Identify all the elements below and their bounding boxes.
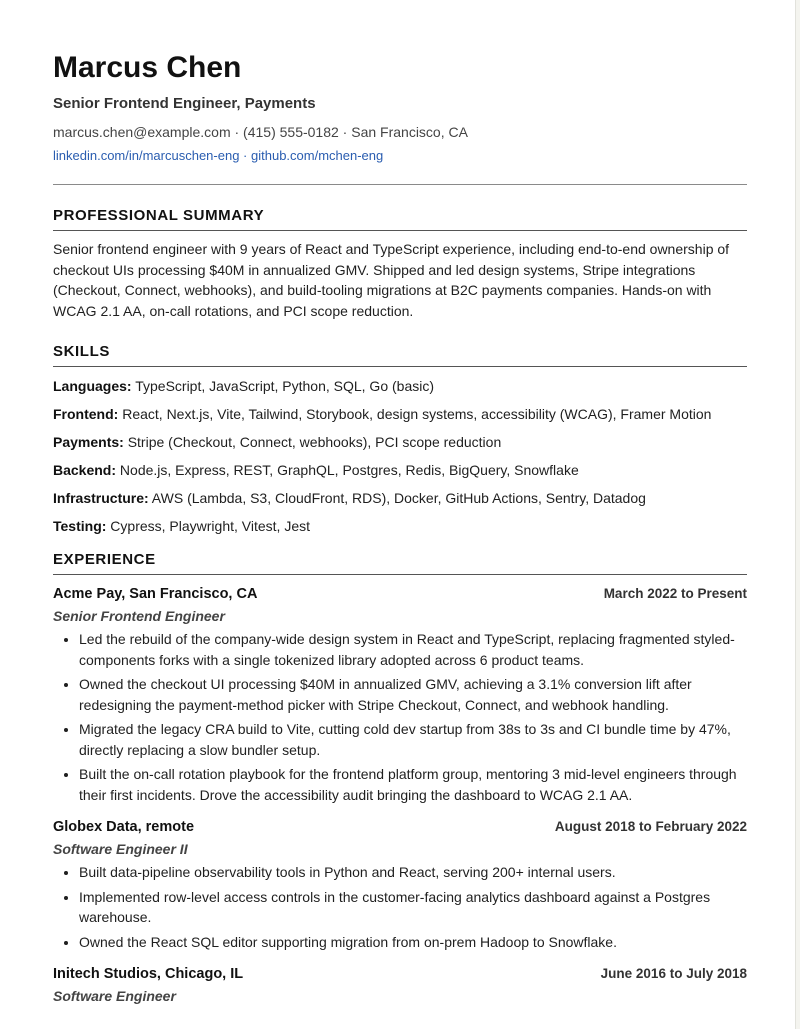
job-company: Globex Data, remote bbox=[53, 819, 195, 835]
skill-value: Stripe (Checkout, Connect, webhooks), PCI scope reduction bbox=[123, 434, 502, 450]
job-role: Senior Frontend Engineer bbox=[53, 608, 225, 624]
experience-heading: EXPERIENCE bbox=[53, 550, 747, 575]
linkedin-link[interactable]: linkedin.com/in/marcuschen-eng bbox=[53, 148, 240, 163]
profile-links bbox=[53, 147, 747, 165]
skill-value: Cypress, Playwright, Vitest, Jest bbox=[106, 518, 310, 534]
header-divider bbox=[53, 184, 747, 185]
skill-label: Languages: bbox=[53, 378, 132, 394]
skill-row-languages bbox=[53, 376, 747, 396]
skill-value: React, Next.js, Vite, Tailwind, Storybook, design systems, accessibility (WCAG), Framer Motion bbox=[118, 406, 712, 422]
skill-label: Backend: bbox=[53, 462, 117, 478]
skill-row-frontend bbox=[53, 404, 747, 424]
job-entry-acme-pay bbox=[53, 584, 747, 805]
job-bullet: • Migrated the legacy CRA build to Vite, cutting cold dev startup from 38s to 3s and CI bundle time by 47%, directly replacing a slow bundler setup. bbox=[79, 719, 747, 760]
summary-heading: PROFESSIONAL SUMMARY bbox=[53, 206, 747, 231]
skill-row-infrastructure bbox=[53, 488, 747, 508]
summary-text: Senior frontend engineer with 9 years of React and TypeScript experience, including end-to-end ownership of checkout UIs processing $40M in annualized GMV. Shipped and led design systems, Stripe integrations (Checkout, Connect, webhooks), and build-tooling migrations at B2C payments companies. Hands-on with WCAG 2.1 AA, on-call rotations, and PCI scope reduction. bbox=[53, 241, 730, 319]
skill-value: Node.js, Express, REST, GraphQL, Postgres, Redis, BigQuery, Snowflake bbox=[116, 462, 579, 478]
skill-value: TypeScript, JavaScript, Python, SQL, Go (basic) bbox=[131, 378, 434, 394]
resume-content bbox=[53, 50, 747, 1006]
job-dates: August 2018 to February 2022 bbox=[554, 819, 747, 834]
job-header bbox=[53, 817, 747, 837]
skill-value: AWS (Lambda, S3, CloudFront, RDS), Docker, GitHub Actions, Sentry, Datadog bbox=[148, 490, 646, 506]
skill-row-payments bbox=[53, 432, 747, 452]
github-link[interactable]: github.com/mchen-eng bbox=[251, 148, 384, 163]
job-header bbox=[53, 584, 747, 604]
job-entry-globex-data bbox=[53, 817, 747, 952]
job-dates: March 2022 to Present bbox=[603, 586, 747, 601]
job-entry-initech-studios bbox=[53, 964, 747, 1006]
job-role: Software Engineer II bbox=[53, 841, 188, 857]
job-header bbox=[53, 964, 747, 984]
job-company: Acme Pay, San Francisco, CA bbox=[53, 586, 258, 602]
skill-label: Frontend: bbox=[53, 406, 119, 422]
job-bullets bbox=[53, 629, 747, 805]
contact-line: marcus.chen@example.com · (415) 555-0182 · San Francisco, CA bbox=[53, 124, 468, 140]
job-role: Software Engineer bbox=[53, 988, 176, 1004]
job-company: Initech Studios, Chicago, IL bbox=[53, 966, 244, 982]
candidate-name: Marcus Chen bbox=[53, 51, 242, 84]
skills-list bbox=[53, 376, 747, 536]
skill-row-backend bbox=[53, 460, 747, 480]
link-separator: · bbox=[239, 148, 251, 163]
job-bullet: • Led the rebuild of the company-wide design system in React and TypeScript, replacing fragmented styled-components forks with a single tokenized library adopted across 6 product teams. bbox=[79, 629, 747, 670]
job-bullet: • Built the on-call rotation playbook for the frontend platform group, mentoring 3 mid-level engineers through their first incidents. Drove the accessibility audit bringing the dashboard to WCAG 2.1 AA. bbox=[79, 764, 747, 805]
skill-label: Infrastructure: bbox=[53, 490, 149, 506]
skills-heading: SKILLS bbox=[53, 342, 747, 367]
skill-row-testing bbox=[53, 516, 747, 536]
job-bullet: • Owned the React SQL editor supporting migration from on-prem Hadoop to Snowflake. bbox=[79, 932, 747, 953]
job-dates: June 2016 to July 2018 bbox=[600, 966, 747, 981]
job-bullets bbox=[53, 862, 747, 952]
job-bullet: • Implemented row-level access controls in the customer-facing analytics dashboard against a Postgres warehouse. bbox=[79, 887, 747, 928]
summary-section bbox=[53, 206, 747, 321]
job-bullet: • Owned the checkout UI processing $40M in annualized GMV, achieving a 3.1% conversion lift after redesigning the payment-method picker with Stripe Checkout, Connect, and webhook handling. bbox=[79, 674, 747, 715]
candidate-headline: Senior Frontend Engineer, Payments bbox=[53, 95, 316, 112]
job-bullet: • Built data-pipeline observability tools in Python and React, serving 200+ internal users. bbox=[79, 862, 747, 883]
experience-section bbox=[53, 550, 747, 1006]
skill-label: Payments: bbox=[53, 434, 124, 450]
skill-label: Testing: bbox=[53, 518, 107, 534]
skills-section bbox=[53, 342, 747, 536]
